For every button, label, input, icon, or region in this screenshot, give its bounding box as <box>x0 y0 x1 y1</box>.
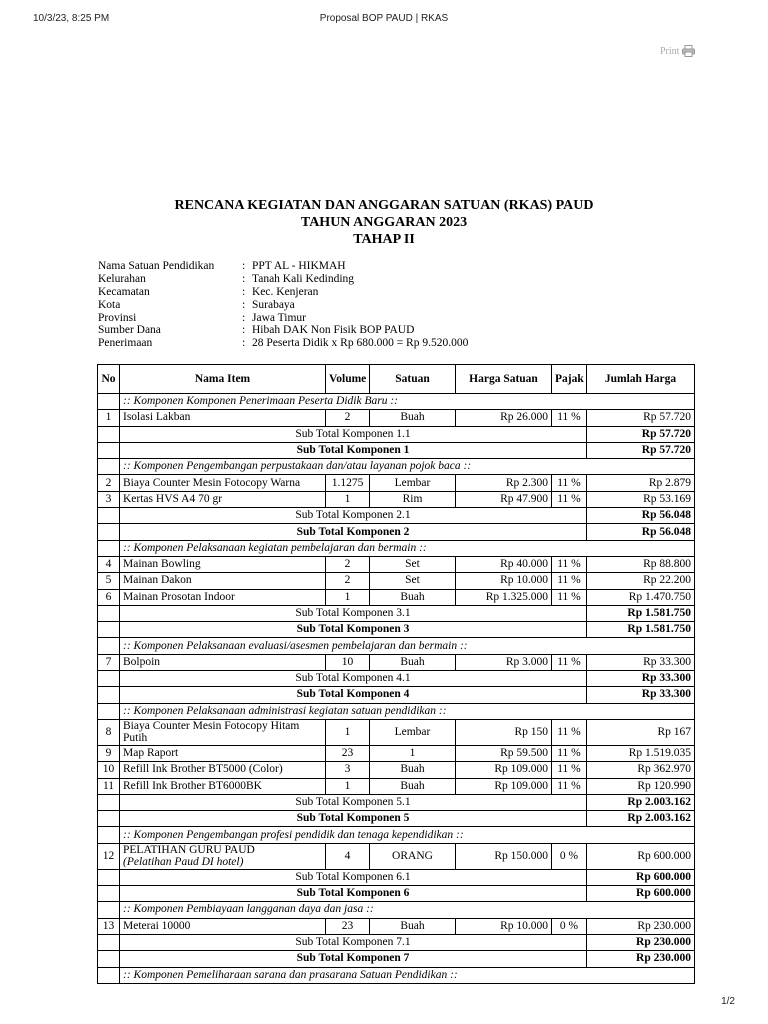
subtotal-row <box>98 605 695 621</box>
component-title: :: Komponen Komponen Penerimaan Peserta Didik Baru :: <box>120 394 695 410</box>
item-pajak: 0 % <box>552 918 587 934</box>
item-satuan: Buah <box>370 654 456 670</box>
item-no: 1 <box>98 410 120 426</box>
item-name-text: PELATIHAN GURU PAUD <box>123 844 255 857</box>
table-row <box>98 573 695 589</box>
item-harga: Rp 10.000 <box>456 918 552 934</box>
item-jumlah: Rp 362.970 <box>587 762 695 778</box>
total-row <box>98 524 695 540</box>
item-no: 8 <box>98 719 120 745</box>
document-year: TAHUN ANGGARAN 2023 <box>300 215 468 230</box>
item-no: 12 <box>98 843 120 869</box>
item-jumlah: Rp 167 <box>587 719 695 745</box>
subtotal-amount: Rp 56.048 <box>587 508 695 524</box>
item-pajak: 11 % <box>552 762 587 778</box>
item-pajak: 11 % <box>552 475 587 491</box>
table-row <box>98 843 695 869</box>
printer-icon <box>682 45 695 57</box>
subtotal-amount: Rp 2.003.162 <box>587 794 695 810</box>
table-row <box>98 589 695 605</box>
item-satuan: Buah <box>370 918 456 934</box>
item-volume: 1 <box>326 778 370 794</box>
info-value: 28 Peserta Didik x Rp 680.000 = Rp 9.520.000 <box>252 337 469 350</box>
item-volume: 1 <box>326 589 370 605</box>
total-row <box>98 886 695 902</box>
item-name: Mainan Bowling <box>120 556 326 572</box>
item-satuan: Buah <box>370 778 456 794</box>
item-satuan: Lembar <box>370 719 456 745</box>
subtotal-label: Sub Total Komponen 6.1 <box>120 869 587 885</box>
item-no: 7 <box>98 654 120 670</box>
info-separator: : <box>242 260 246 272</box>
subtotal-label: Sub Total Komponen 7.1 <box>120 934 587 950</box>
info-label: Kelurahan <box>98 272 146 285</box>
total-label: Sub Total Komponen 6 <box>120 886 587 902</box>
item-volume: 3 <box>326 762 370 778</box>
subtotal-amount: Rp 57.720 <box>587 426 695 442</box>
total-row <box>98 687 695 703</box>
component-title: :: Komponen Pelaksanaan evaluasi/asesmen pembelajaran dan bermain :: <box>120 638 695 654</box>
table-row <box>98 762 695 778</box>
info-separator: : <box>242 285 246 298</box>
col-header-volume: Volume <box>326 365 370 394</box>
component-title: :: Komponen Pengembangan profesi pendidik dan tenaga kependidikan :: <box>120 827 695 843</box>
item-harga: Rp 10.000 <box>456 573 552 589</box>
item-jumlah: Rp 33.300 <box>587 654 695 670</box>
info-separator: : <box>242 324 246 337</box>
total-label: Sub Total Komponen 1 <box>120 442 587 458</box>
item-jumlah: Rp 88.800 <box>587 556 695 572</box>
document-title: RENCANA KEGIATAN DAN ANGGARAN SATUAN (RKAS) PAUD <box>174 198 594 213</box>
print-button[interactable] <box>660 45 695 57</box>
item-pajak: 11 % <box>552 745 587 761</box>
table-row <box>98 719 695 745</box>
item-volume: 4 <box>326 843 370 869</box>
item-satuan: Buah <box>370 762 456 778</box>
item-pajak: 11 % <box>552 654 587 670</box>
item-pajak: 11 % <box>552 778 587 794</box>
item-pajak: 11 % <box>552 410 587 426</box>
school-info <box>98 260 468 350</box>
item-harga: Rp 40.000 <box>456 556 552 572</box>
item-harga: Rp 109.000 <box>456 762 552 778</box>
item-pajak: 11 % <box>552 556 587 572</box>
item-no: 9 <box>98 745 120 761</box>
component-header-row <box>98 703 695 719</box>
item-volume: 1.1275 <box>326 475 370 491</box>
item-harga: Rp 3.000 <box>456 654 552 670</box>
info-value: Hibah DAK Non Fisik BOP PAUD <box>252 324 415 337</box>
item-no: 4 <box>98 556 120 572</box>
item-jumlah: Rp 1.519.035 <box>587 745 695 761</box>
component-title: :: Komponen Pelaksanaan administrasi kegiatan satuan pendidikan :: <box>120 703 695 719</box>
total-amount: Rp 56.048 <box>587 524 695 540</box>
page-title: Proposal BOP PAUD | RKAS <box>319 13 449 24</box>
info-row <box>98 260 468 273</box>
table-row <box>98 556 695 572</box>
info-label: Kota <box>98 298 121 311</box>
item-name: Refill Ink Brother BT6000BK <box>120 778 326 794</box>
total-row <box>98 951 695 967</box>
total-amount: Rp 2.003.162 <box>587 811 695 827</box>
table-row <box>98 654 695 670</box>
table-row <box>98 491 695 507</box>
total-label: Sub Total Komponen 7 <box>120 951 587 967</box>
info-value: Tanah Kali Kedinding <box>252 272 355 285</box>
subtotal-label: Sub Total Komponen 3.1 <box>120 605 587 621</box>
info-row <box>98 286 468 299</box>
item-harga: Rp 150.000 <box>456 843 552 869</box>
info-label: Penerimaan <box>98 337 153 350</box>
info-separator: : <box>242 272 246 285</box>
subtotal-row <box>98 671 695 687</box>
info-row <box>98 299 468 312</box>
item-no: 2 <box>98 475 120 491</box>
total-label: Sub Total Komponen 2 <box>120 524 587 540</box>
table-header-row <box>98 365 695 394</box>
item-jumlah: Rp 1.470.750 <box>587 589 695 605</box>
page-number: 1/2 <box>721 996 735 1007</box>
item-pajak: 11 % <box>552 719 587 745</box>
component-header-row <box>98 827 695 843</box>
info-separator: : <box>242 298 246 311</box>
info-value: PPT AL - HIKMAH <box>252 260 346 272</box>
item-volume: 23 <box>326 745 370 761</box>
item-volume: 23 <box>326 918 370 934</box>
component-header-row <box>98 540 695 556</box>
item-name: Isolasi Lakban <box>120 410 326 426</box>
item-pajak: 11 % <box>552 573 587 589</box>
component-header-row <box>98 902 695 918</box>
item-satuan: Set <box>370 556 456 572</box>
table-row <box>98 745 695 761</box>
item-no: 5 <box>98 573 120 589</box>
component-title: :: Komponen Pengembangan perpustakaan dan/atau layanan pojok baca :: <box>120 459 695 475</box>
item-volume: 1 <box>326 491 370 507</box>
info-value: Jawa Timur <box>252 311 306 324</box>
info-separator: : <box>242 311 246 324</box>
component-header-row <box>98 638 695 654</box>
item-no: 13 <box>98 918 120 934</box>
document-stage: TAHAP II <box>353 232 415 247</box>
subtotal-label: Sub Total Komponen 1.1 <box>120 426 587 442</box>
total-amount: Rp 1.581.750 <box>587 622 695 638</box>
total-amount: Rp 600.000 <box>587 886 695 902</box>
item-satuan: Rim <box>370 491 456 507</box>
item-harga: Rp 2.300 <box>456 475 552 491</box>
info-label: Provinsi <box>98 311 137 324</box>
rkas-table <box>97 364 695 984</box>
item-pajak: 11 % <box>552 491 587 507</box>
item-harga: Rp 1.325.000 <box>456 589 552 605</box>
item-harga: Rp 109.000 <box>456 778 552 794</box>
total-row <box>98 442 695 458</box>
subtotal-row <box>98 426 695 442</box>
item-name-note: (Pelatihan Paud DI hotel) <box>123 856 244 869</box>
item-jumlah: Rp 120.990 <box>587 778 695 794</box>
item-harga: Rp 26.000 <box>456 410 552 426</box>
info-label: Kecamatan <box>98 285 150 298</box>
total-amount: Rp 230.000 <box>587 951 695 967</box>
item-no: 10 <box>98 762 120 778</box>
item-jumlah: Rp 230.000 <box>587 918 695 934</box>
item-name: Mainan Prosotan Indoor <box>120 589 326 605</box>
subtotal-row <box>98 508 695 524</box>
print-datetime: 10/3/23, 8:25 PM <box>33 13 110 24</box>
item-harga: Rp 47.900 <box>456 491 552 507</box>
item-satuan: Buah <box>370 410 456 426</box>
subtotal-label: Sub Total Komponen 4.1 <box>120 671 587 687</box>
item-no: 6 <box>98 589 120 605</box>
subtotal-row <box>98 869 695 885</box>
subtotal-label: Sub Total Komponen 2.1 <box>120 508 587 524</box>
subtotal-label: Sub Total Komponen 5.1 <box>120 794 587 810</box>
table-row <box>98 410 695 426</box>
item-name: Biaya Counter Mesin Fotocopy Hitam Putih <box>120 719 326 745</box>
table-row <box>98 475 695 491</box>
item-volume: 1 <box>326 719 370 745</box>
info-label: Sumber Dana <box>98 324 161 337</box>
total-label: Sub Total Komponen 3 <box>120 622 587 638</box>
total-label: Sub Total Komponen 5 <box>120 811 587 827</box>
info-row <box>98 324 468 337</box>
table-row <box>98 918 695 934</box>
item-pajak: 11 % <box>552 589 587 605</box>
item-no: 11 <box>98 778 120 794</box>
col-header-no: No <box>98 365 120 394</box>
item-no: 3 <box>98 491 120 507</box>
col-header-satuan: Satuan <box>370 365 456 394</box>
subtotal-row <box>98 934 695 950</box>
col-header-item: Nama Item <box>120 365 326 394</box>
total-amount: Rp 33.300 <box>587 687 695 703</box>
info-value: Surabaya <box>252 298 295 311</box>
item-name: Kertas HVS A4 70 gr <box>120 491 326 507</box>
item-harga: Rp 150 <box>456 719 552 745</box>
item-jumlah: Rp 53.169 <box>587 491 695 507</box>
total-row <box>98 622 695 638</box>
info-row <box>98 337 468 350</box>
subtotal-row <box>98 794 695 810</box>
item-volume: 2 <box>326 410 370 426</box>
component-header-row <box>98 967 695 983</box>
component-title: :: Komponen Pembiayaan langganan daya dan jasa :: <box>120 902 695 918</box>
item-name: Meterai 10000 <box>120 918 326 934</box>
col-header-harga: Harga Satuan <box>456 365 552 394</box>
item-jumlah: Rp 600.000 <box>587 843 695 869</box>
total-row <box>98 811 695 827</box>
subtotal-amount: Rp 33.300 <box>587 671 695 687</box>
item-volume: 2 <box>326 556 370 572</box>
subtotal-amount: Rp 230.000 <box>587 934 695 950</box>
info-row <box>98 312 468 325</box>
item-volume: 10 <box>326 654 370 670</box>
component-header-row <box>98 394 695 410</box>
item-pajak: 0 % <box>552 843 587 869</box>
table-row <box>98 778 695 794</box>
item-satuan: ORANG <box>370 843 456 869</box>
item-name: Mainan Dakon <box>120 573 326 589</box>
item-satuan: Buah <box>370 589 456 605</box>
print-label: Print <box>660 45 680 57</box>
col-header-pajak: Pajak <box>552 365 587 394</box>
info-value: Kec. Kenjeran <box>252 285 319 298</box>
item-jumlah: Rp 22.200 <box>587 573 695 589</box>
item-name: Bolpoin <box>120 654 326 670</box>
item-jumlah: Rp 57.720 <box>587 410 695 426</box>
info-label: Nama Satuan Pendidikan <box>98 260 215 272</box>
item-name: Refill Ink Brother BT5000 (Color) <box>120 762 326 778</box>
item-name: Biaya Counter Mesin Fotocopy Warna <box>120 475 326 491</box>
total-label: Sub Total Komponen 4 <box>120 687 587 703</box>
subtotal-amount: Rp 1.581.750 <box>587 605 695 621</box>
info-row <box>98 273 468 286</box>
item-satuan: Set <box>370 573 456 589</box>
component-title: :: Komponen Pelaksanaan kegiatan pembelajaran dan bermain :: <box>120 540 695 556</box>
component-header-row <box>98 459 695 475</box>
info-separator: : <box>242 337 246 350</box>
item-volume: 2 <box>326 573 370 589</box>
item-satuan: Lembar <box>370 475 456 491</box>
item-name <box>120 843 326 869</box>
item-name: Map Raport <box>120 745 326 761</box>
item-satuan: 1 <box>370 745 456 761</box>
item-harga: Rp 59.500 <box>456 745 552 761</box>
col-header-jumlah: Jumlah Harga <box>587 365 695 394</box>
total-amount: Rp 57.720 <box>587 442 695 458</box>
component-title: :: Komponen Pemeliharaan sarana dan prasarana Satuan Pendidikan :: <box>120 967 695 983</box>
subtotal-amount: Rp 600.000 <box>587 869 695 885</box>
item-jumlah: Rp 2.879 <box>587 475 695 491</box>
